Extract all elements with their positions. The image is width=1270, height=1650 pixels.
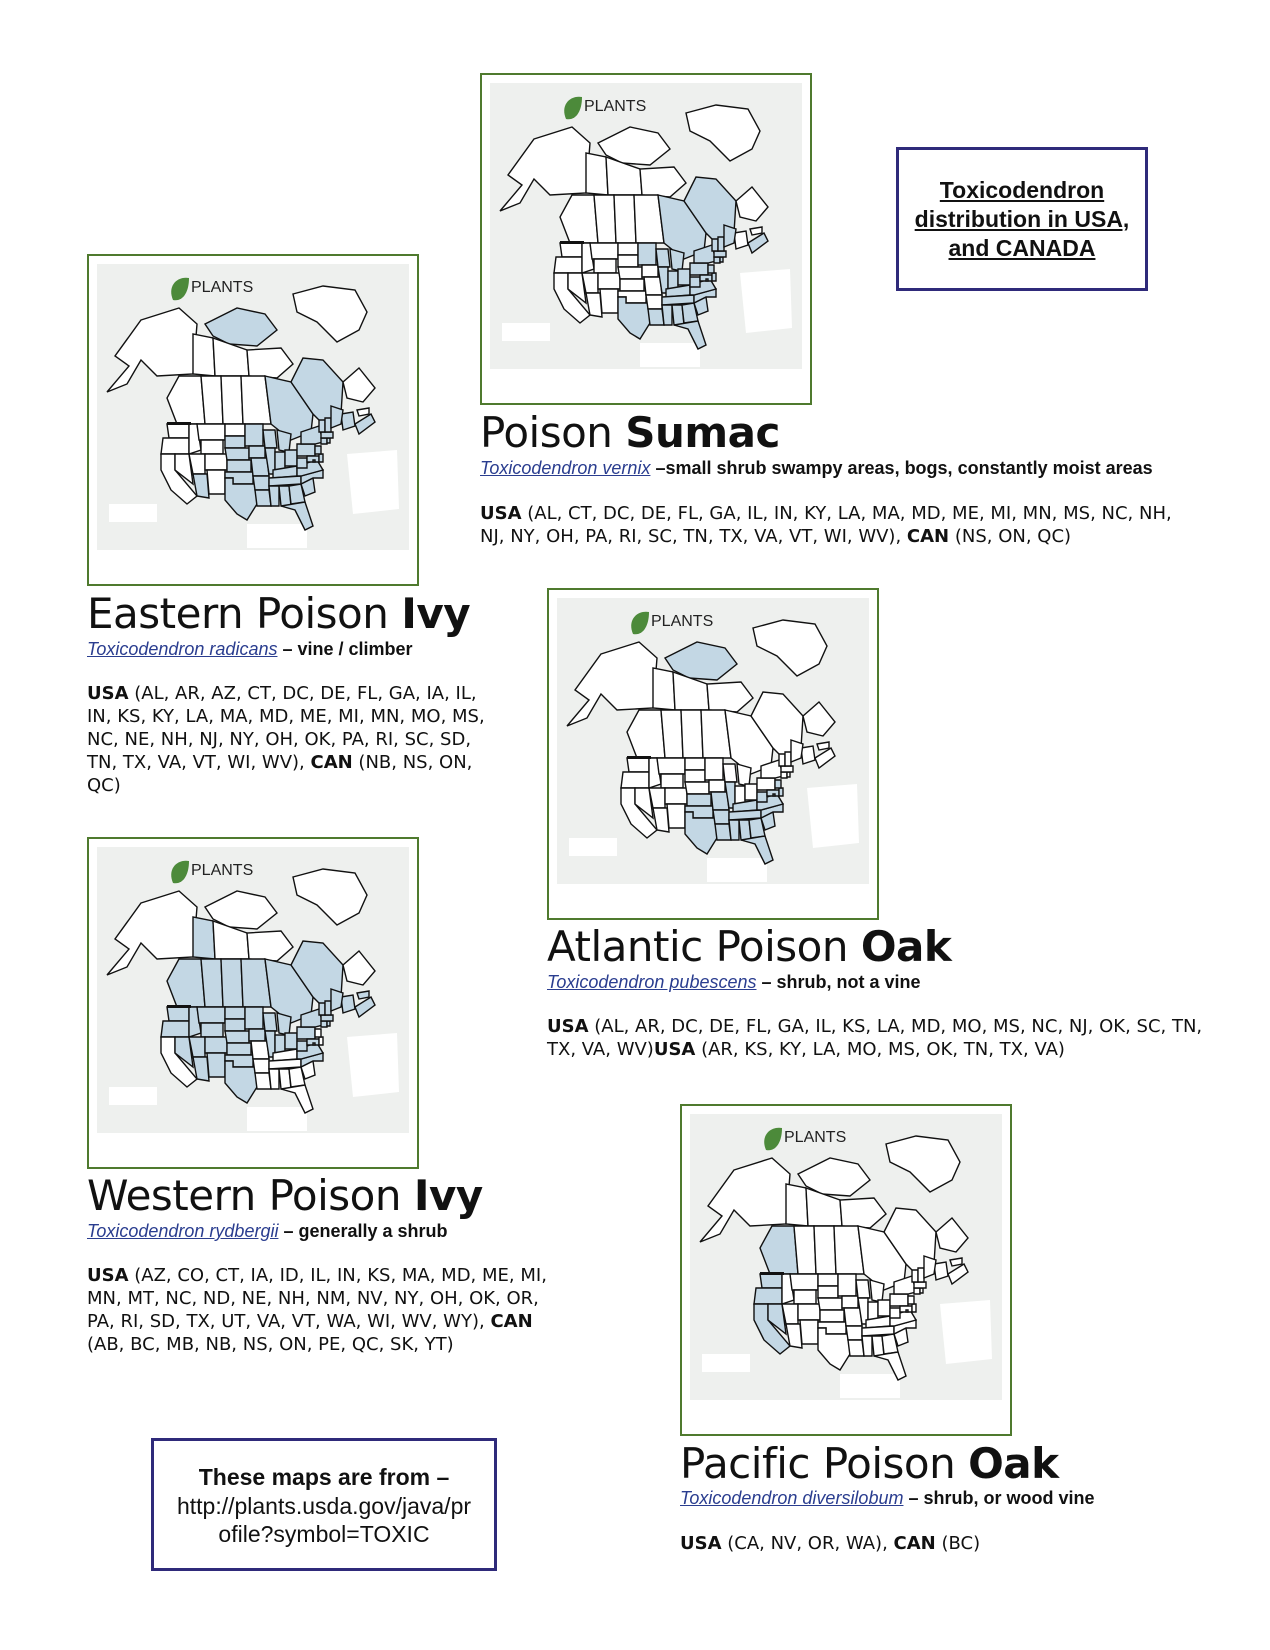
- region-in: [275, 1035, 285, 1053]
- region-wi: [856, 1280, 870, 1298]
- region-la: [715, 824, 731, 840]
- pacific-oak-description: Toxicodendron diversilobum – shrub, or wood vine: [680, 1488, 1095, 1508]
- region-wy: [201, 440, 223, 454]
- north-america-map: [97, 847, 409, 1133]
- region-nm: [207, 1053, 225, 1077]
- region-nj: [708, 265, 714, 273]
- title-box: [896, 147, 1148, 291]
- region-mi: [870, 1280, 884, 1302]
- region-wv: [297, 1041, 307, 1051]
- region-pe: [750, 227, 762, 235]
- region-ia: [249, 1029, 265, 1041]
- region-ia: [249, 446, 265, 458]
- eastern-ivy-description: Toxicodendron radicans – vine / climber: [87, 639, 413, 659]
- north-america-map: [690, 1114, 1002, 1400]
- region-yt: [193, 334, 215, 376]
- region-dc: [313, 1043, 315, 1045]
- western-ivy-description: Toxicodendron rydbergii – generally a shrub: [87, 1221, 448, 1241]
- region-ks: [227, 1043, 251, 1055]
- region-ri: [920, 1288, 923, 1293]
- region-sk: [814, 1226, 836, 1274]
- region-la: [255, 1073, 271, 1089]
- region-mn: [245, 424, 263, 446]
- title-poison-sumac: Poison Sumac: [480, 408, 780, 457]
- region-nd: [818, 1274, 838, 1286]
- region-wa: [167, 424, 189, 438]
- region-ne: [818, 1298, 842, 1310]
- region-co: [205, 454, 227, 470]
- region-wi: [723, 764, 737, 782]
- region-ar: [846, 1326, 862, 1340]
- region-wi: [263, 430, 277, 448]
- region-ct: [781, 772, 787, 778]
- region-wy: [794, 1290, 816, 1304]
- region-wi: [263, 1013, 277, 1031]
- region-nm: [207, 470, 225, 494]
- plants-logo-text: PLANTS: [784, 1129, 847, 1146]
- region-la: [255, 490, 271, 506]
- source-box: [151, 1438, 497, 1571]
- region-nd: [618, 243, 638, 255]
- region-nj: [315, 1029, 321, 1037]
- region-ct: [321, 1021, 327, 1027]
- region-mt: [197, 424, 225, 440]
- region-oh: [285, 450, 297, 466]
- pacific-oak-scientific-name: Toxicodendron diversilobum: [680, 1488, 904, 1508]
- region-or: [754, 1288, 782, 1304]
- region-nb: [734, 231, 748, 249]
- region-nb: [341, 995, 355, 1013]
- sumac-description: Toxicodendron vernix –small shrub swampy areas, bogs, constantly moist areas: [480, 458, 1153, 478]
- region-or: [161, 438, 189, 454]
- region-nb: [341, 412, 355, 430]
- region-mn: [838, 1274, 856, 1296]
- title-western-poison-ivy: Western Poison Ivy: [87, 1171, 483, 1220]
- region-dc: [773, 794, 775, 796]
- region-oh: [878, 1300, 890, 1316]
- region-ks: [687, 794, 711, 806]
- title-text: Toxicodendron distribution in USA, and CANADA: [914, 176, 1130, 261]
- atlantic-oak-distribution: USA (AL, AR, DC, DE, FL, GA, IL, KS, LA, MD, MO, MS, NC, NJ, OK, SC, TN, TX, VA, WV)USA (AR, KS, KY, LA, MO, MS, OK, TN, TX, VA): [547, 1016, 1203, 1060]
- pacific-oak-distribution: USA (CA, NV, OR, WA), CAN (BC): [680, 1533, 981, 1554]
- region-ia: [709, 780, 725, 792]
- region-mt: [590, 243, 618, 259]
- region-nb: [934, 1262, 948, 1280]
- region-ct: [714, 257, 720, 263]
- region-wi: [656, 249, 670, 267]
- title-atlantic-poison-oak: Atlantic Poison Oak: [547, 922, 952, 971]
- region-pe: [817, 742, 829, 750]
- region-ab: [661, 710, 683, 758]
- region-in: [668, 271, 678, 289]
- region-ma: [321, 1015, 333, 1021]
- region-mi: [277, 430, 291, 452]
- region-vt: [712, 239, 718, 251]
- region-yt: [653, 668, 675, 710]
- region-ia: [642, 265, 658, 277]
- region-wv: [757, 792, 767, 802]
- region-mn: [245, 1007, 263, 1029]
- region-nb: [801, 746, 815, 764]
- region-pa: [757, 778, 775, 790]
- region-wy: [201, 1023, 223, 1037]
- region-ar: [646, 295, 662, 309]
- region-co: [798, 1304, 820, 1320]
- region-nh: [325, 1001, 331, 1015]
- region-mi: [670, 249, 684, 271]
- region-sd: [225, 436, 245, 448]
- region-pa: [890, 1294, 908, 1306]
- region-ne: [225, 1031, 249, 1043]
- sumac-distribution: USA (AL, CT, DC, DE, FL, GA, IL, IN, KY, LA, MA, MD, ME, MI, MN, MS, NC, NH, NJ, NY, OH, PA, RI, SC, TN, TX, VA, VT, WI, WV), CAN (NS, ON, QC): [480, 503, 1172, 547]
- region-sd: [685, 770, 705, 782]
- region-in: [275, 452, 285, 470]
- region-ne: [685, 782, 709, 794]
- region-sk: [681, 710, 703, 758]
- region-ms: [862, 1336, 872, 1356]
- region-ar: [253, 1059, 269, 1073]
- region-pe: [357, 408, 369, 416]
- region-pe: [950, 1258, 962, 1266]
- atlantic-oak-description: Toxicodendron pubescens – shrub, not a vine: [547, 972, 921, 992]
- region-ri: [720, 257, 723, 262]
- eastern-ivy-distribution: USA (AL, AR, AZ, CT, DC, DE, FL, GA, IA, IL, IN, KS, KY, LA, MA, MD, ME, MI, MN, MO, MS, NC, NE, NH, NJ, NY, OH, OK, PA, RI, SC, SD, TN, TX, VA, VT, WI, WV), CAN (NB, NS, ON, QC): [87, 683, 485, 796]
- title-eastern-poison-ivy: Eastern Poison Ivy: [87, 589, 471, 638]
- region-oh: [678, 269, 690, 285]
- region-pa: [690, 263, 708, 275]
- region-ia: [842, 1296, 858, 1308]
- region-nh: [718, 237, 724, 251]
- region-yt: [586, 153, 608, 195]
- region-mn: [705, 758, 723, 780]
- region-wa: [627, 758, 649, 772]
- region-wa: [167, 1007, 189, 1021]
- region-vt: [319, 420, 325, 432]
- region-in: [868, 1302, 878, 1320]
- region-ri: [787, 772, 790, 777]
- region-ma: [781, 766, 793, 772]
- plants-logo-text: PLANTS: [191, 279, 254, 296]
- region-ms: [269, 1069, 279, 1089]
- atlantic-oak-scientific-name: Toxicodendron pubescens: [547, 972, 757, 992]
- region-dc: [906, 1310, 908, 1312]
- region-dc: [706, 279, 708, 281]
- north-america-map: [490, 83, 802, 369]
- region-or: [621, 772, 649, 788]
- region-ne: [618, 267, 642, 279]
- map-poison-sumac: [480, 73, 812, 405]
- region-mn: [638, 243, 656, 265]
- region-ms: [269, 486, 279, 506]
- region-ks: [227, 460, 251, 472]
- region-dc: [313, 460, 315, 462]
- region-ms: [729, 820, 739, 840]
- region-ma: [321, 432, 333, 438]
- region-wv: [890, 1308, 900, 1318]
- region-mi: [737, 764, 751, 786]
- map-eastern-poison-ivy: [87, 254, 419, 586]
- region-nd: [685, 758, 705, 770]
- map-western-poison-ivy: [87, 837, 419, 1169]
- region-nj: [315, 446, 321, 454]
- region-ct: [321, 438, 327, 444]
- region-vt: [912, 1270, 918, 1282]
- plants-logo-text: PLANTS: [191, 862, 254, 879]
- region-ms: [662, 305, 672, 325]
- title-pacific-poison-oak: Pacific Poison Oak: [680, 1439, 1059, 1488]
- region-nm: [600, 289, 618, 313]
- western-ivy-distribution: USA (AZ, CO, CT, IA, ID, IL, IN, KS, MA, MD, ME, MI, MN, MT, NC, ND, NE, NH, NM, NV, NY, OH, OK, OR, PA, RI, SD, TX, UT, VA, VT, WA, WI, WV, WY), CAN (AB, BC, MB, NB, NS, ON, PE, QC, SK, YT): [87, 1265, 547, 1355]
- region-nd: [225, 1007, 245, 1019]
- region-ks: [620, 279, 644, 291]
- region-in: [735, 786, 745, 804]
- region-vt: [319, 1003, 325, 1015]
- region-sd: [225, 1019, 245, 1031]
- region-nm: [667, 804, 685, 828]
- eastern-ivy-scientific-name: Toxicodendron radicans: [87, 639, 278, 659]
- map-atlantic-poison-oak: [547, 588, 879, 920]
- region-ar: [713, 810, 729, 824]
- region-de: [319, 454, 323, 462]
- region-mt: [790, 1274, 818, 1290]
- region-nj: [908, 1296, 914, 1304]
- region-oh: [745, 784, 757, 800]
- region-nj: [775, 780, 781, 788]
- region-pe: [357, 991, 369, 999]
- region-yt: [786, 1184, 808, 1226]
- region-ma: [914, 1282, 926, 1288]
- region-ar: [253, 476, 269, 490]
- plants-logo-text: PLANTS: [584, 98, 647, 115]
- region-or: [554, 257, 582, 273]
- region-co: [205, 1037, 227, 1053]
- region-sk: [221, 376, 243, 424]
- map-pacific-poison-oak: [680, 1104, 1012, 1436]
- region-ks: [820, 1310, 844, 1322]
- region-ma: [714, 251, 726, 257]
- region-wa: [560, 243, 582, 257]
- region-mt: [197, 1007, 225, 1023]
- region-mt: [657, 758, 685, 774]
- plants-logo-text: PLANTS: [651, 613, 714, 630]
- region-nd: [225, 424, 245, 436]
- region-ne: [225, 448, 249, 460]
- region-oh: [285, 1033, 297, 1049]
- sumac-scientific-name: Toxicodendron vernix: [480, 458, 651, 478]
- region-vt: [779, 754, 785, 766]
- region-ab: [794, 1226, 816, 1274]
- region-nh: [325, 418, 331, 432]
- region-wy: [661, 774, 683, 788]
- region-co: [598, 273, 620, 289]
- source-url[interactable]: http://plants.usda.gov/java/profile?symbol=TOXIC: [176, 1492, 472, 1547]
- north-america-map: [97, 264, 409, 550]
- region-yt: [193, 917, 215, 959]
- region-sd: [618, 255, 638, 267]
- region-wy: [594, 259, 616, 273]
- region-de: [912, 1304, 916, 1312]
- region-nh: [918, 1268, 924, 1282]
- region-mi: [277, 1013, 291, 1035]
- region-wv: [690, 277, 700, 287]
- region-ri: [327, 1021, 330, 1026]
- region-ab: [201, 376, 223, 424]
- region-ab: [594, 195, 616, 243]
- region-la: [648, 309, 664, 325]
- region-de: [319, 1037, 323, 1045]
- region-co: [665, 788, 687, 804]
- region-ct: [914, 1288, 920, 1294]
- region-sk: [221, 959, 243, 1007]
- north-america-map: [557, 598, 869, 884]
- region-wv: [297, 458, 307, 468]
- source-heading: These maps are from –: [198, 1463, 450, 1490]
- western-ivy-scientific-name: Toxicodendron rydbergii: [87, 1221, 279, 1241]
- region-sk: [614, 195, 636, 243]
- region-ab: [201, 959, 223, 1007]
- region-wa: [760, 1274, 782, 1288]
- region-ri: [327, 438, 330, 443]
- region-nh: [785, 752, 791, 766]
- region-la: [848, 1340, 864, 1356]
- region-pa: [297, 1027, 315, 1039]
- region-nm: [800, 1320, 818, 1344]
- region-de: [779, 788, 783, 796]
- region-pa: [297, 444, 315, 456]
- region-or: [161, 1021, 189, 1037]
- region-sd: [818, 1286, 838, 1298]
- region-de: [712, 273, 716, 281]
